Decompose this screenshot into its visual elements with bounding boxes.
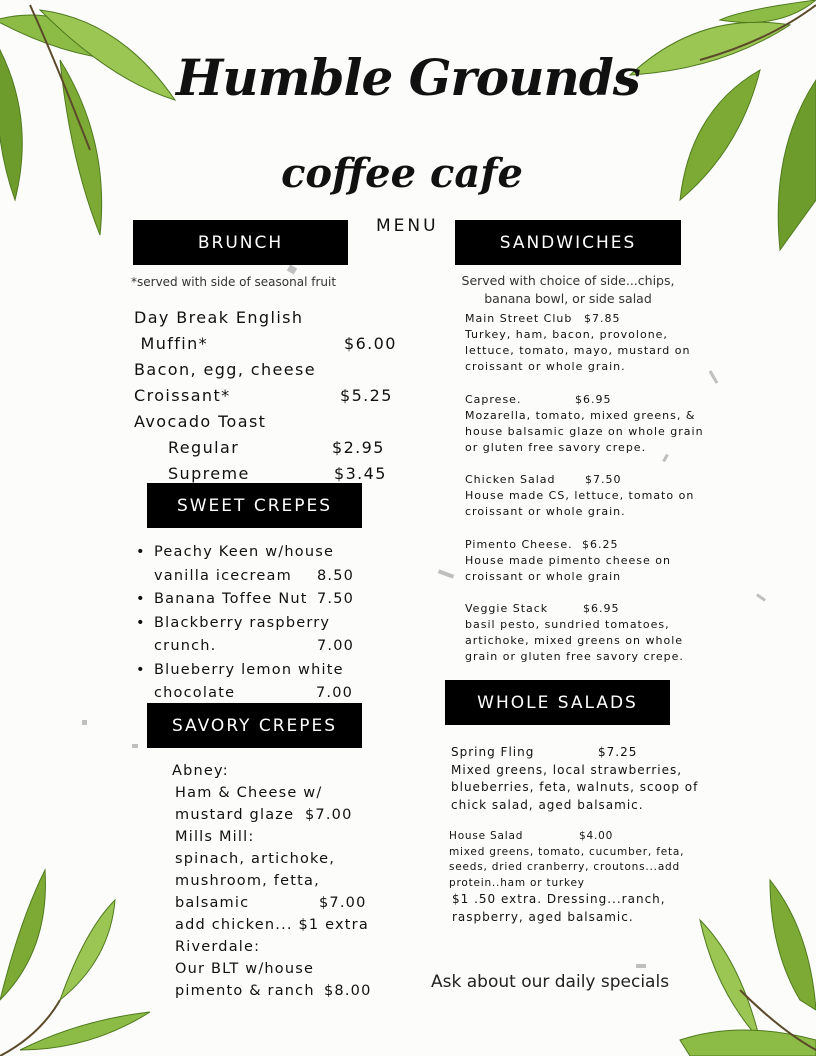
- list-item: Abney:: [172, 763, 229, 779]
- list-item: Bacon, egg, cheese: [134, 360, 317, 379]
- list-item: Our BLT w/house: [175, 961, 315, 977]
- list-item: mushroom, fetta,: [175, 873, 320, 889]
- salad-extra: $1 .50 extra. Dressing...ranch, raspberry, aged balsamic.: [452, 892, 666, 924]
- list-item: Day Break English: [134, 308, 304, 327]
- cafe-subtitle: coffee cafe: [281, 150, 523, 197]
- list-item: Croissant* $5.25: [134, 386, 393, 405]
- brunch-list: [134, 305, 404, 487]
- sandwich-item: Veggie Stack $6.95 basil pesto, sundried tomatoes, artichoke, mixed greens on whole grain or gluten free savory crepe.: [465, 602, 684, 663]
- savory-crepes-list: [172, 760, 372, 1002]
- salad-item: Spring Fling $7.25 Mixed greens, local strawberries, blueberries, feta, walnuts, scoop of chick salad, aged balsamic.: [451, 745, 699, 812]
- list-item: • Peachy Keen w/house vanilla icecream 8.50: [134, 541, 344, 588]
- sandwich-item: Chicken Salad $7.50 House made CS, lettuce, tomato on croissant or whole grain.: [465, 473, 695, 518]
- savory-crepes-heading: SAVORY CREPES: [147, 703, 362, 748]
- list-item: mustard glaze $7.00: [175, 807, 353, 823]
- daily-specials: Ask about our daily specials: [431, 972, 670, 992]
- list-item: Regular $2.95: [168, 438, 385, 457]
- whole-salads-heading: WHOLE SALADS: [445, 680, 670, 725]
- list-item: Ham & Cheese w/: [175, 785, 323, 801]
- brunch-note: *served with side of seasonal fruit: [131, 275, 337, 289]
- list-item: balsamic $7.00: [175, 895, 367, 911]
- list-item: • Blueberry lemon white chocolate 7.00: [134, 659, 344, 706]
- sandwich-item: Pimento Cheese. $6.25 House made pimento cheese on croissant or whole grain: [465, 538, 671, 583]
- list-item: spinach, artichoke,: [175, 851, 336, 867]
- list-item: Supreme $3.45: [168, 464, 387, 483]
- list-item: Mills Mill:: [175, 829, 255, 845]
- list-item: pimento & ranch $8.00: [175, 983, 372, 999]
- speck: [636, 964, 646, 968]
- list-item: Riverdale:: [175, 939, 261, 955]
- speck: [82, 720, 87, 725]
- sweet-crepes-heading: SWEET CREPES: [147, 483, 362, 528]
- cafe-name: Humble Grounds: [176, 48, 640, 107]
- list-item: Avocado Toast: [134, 412, 267, 431]
- sandwiches-heading: SANDWICHES: [455, 220, 681, 265]
- list-item: Muffin* $6.00: [134, 334, 397, 353]
- sandwiches-note: Served with choice of side...chips, banana bowl, or side salad: [461, 273, 675, 306]
- speck: [132, 744, 138, 748]
- list-item: • Banana Toffee Nut 7.50: [134, 588, 344, 612]
- salad-item: House Salad $4.00 mixed greens, tomato, cucumber, feta, seeds, dried cranberry, croutons...add protein..ham or turkey: [449, 830, 685, 889]
- list-item: add chicken... $1 extra: [175, 917, 369, 933]
- list-item: • Blackberry raspberry crunch. 7.00: [134, 612, 344, 659]
- sandwich-item: Main Street Club $7.85 Turkey, ham, bacon, provolone, lettuce, tomato, mayo, mustard on croissant or whole grain.: [465, 312, 691, 373]
- sweet-crepes-list: [134, 541, 355, 706]
- menu-label: MENU: [376, 216, 439, 236]
- brunch-heading: BRUNCH: [133, 220, 348, 265]
- sandwich-item: Caprese. $6.95 Mozarella, tomato, mixed greens, & house balsamic glaze on whole grain or gluten free savory crepe.: [465, 393, 704, 454]
